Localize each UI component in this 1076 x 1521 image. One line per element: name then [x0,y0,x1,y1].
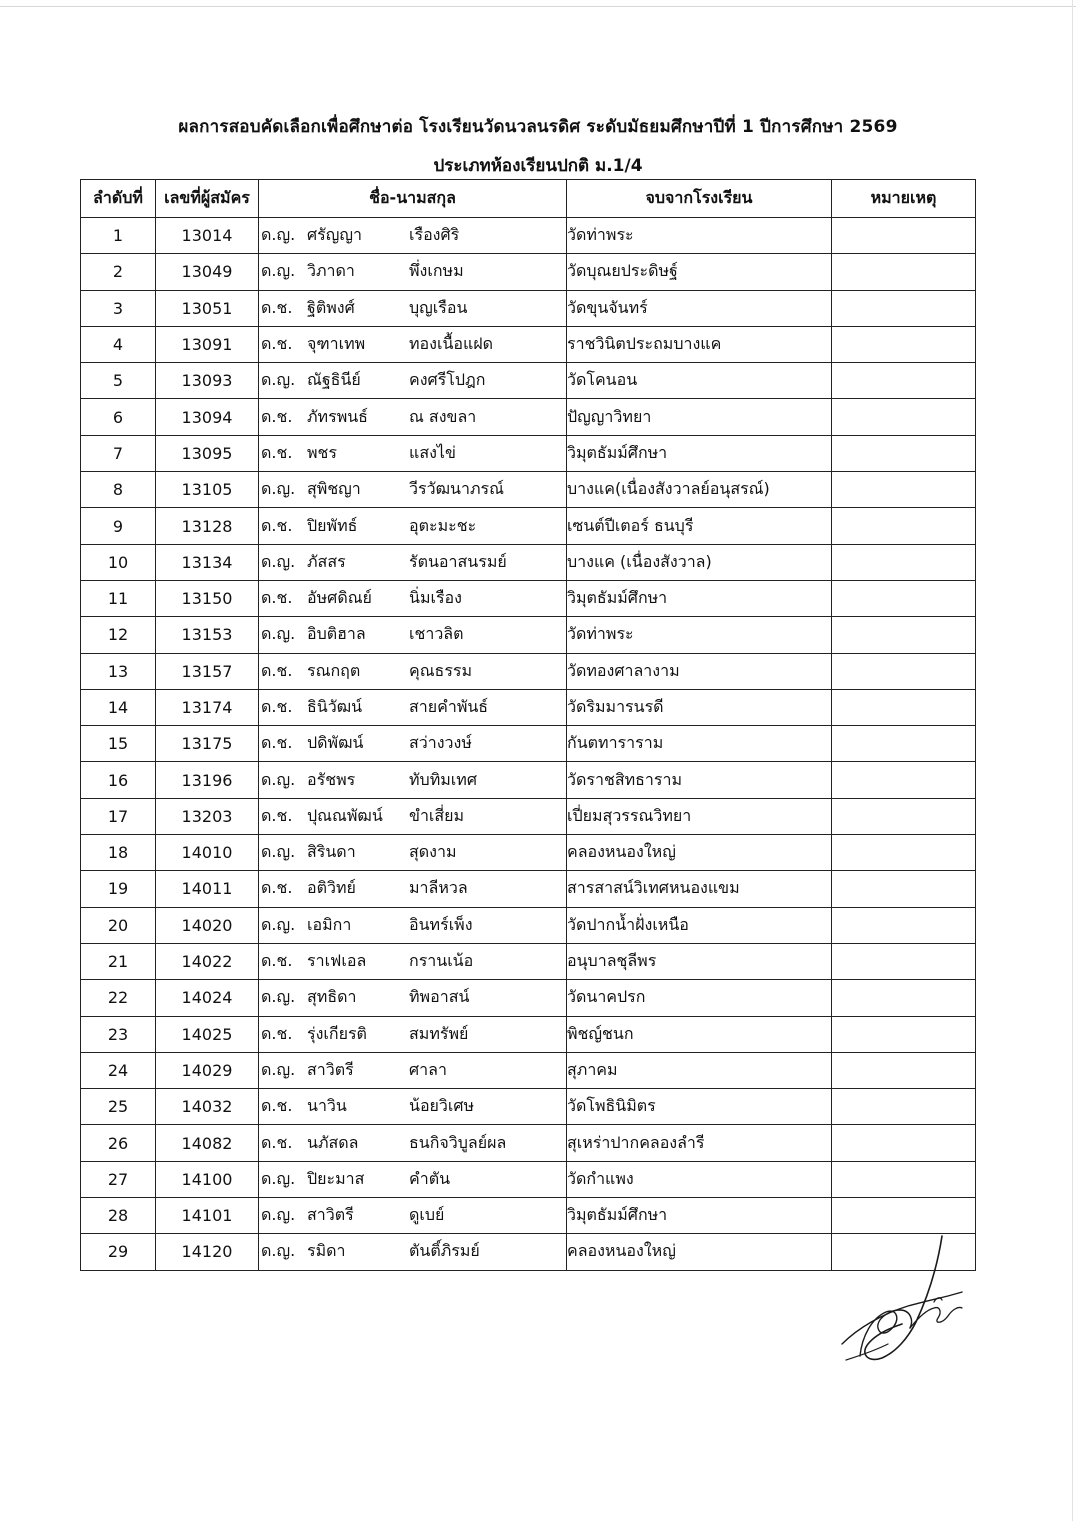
name-prefix: ด.ช. [261,878,293,898]
cell-applicant-no: 13203 [156,798,259,834]
cell-remark [832,980,976,1016]
cell-order: 1 [81,218,156,254]
last-name: แสงไข่ [409,442,456,462]
cell-order: 2 [81,254,156,290]
cell-applicant-no: 13091 [156,326,259,362]
first-name: สุทธิดา [307,987,357,1007]
first-name: อติวิทย์ [307,878,356,898]
table-row [81,980,976,1016]
cell-remark [832,1052,976,1088]
cell-name [259,653,567,689]
cell-name [259,1234,567,1270]
table-row [81,653,976,689]
cell-applicant-no: 13014 [156,218,259,254]
cell-name [259,326,567,362]
cell-order: 19 [81,871,156,907]
name-prefix: ด.ญ. [261,225,296,245]
cell-remark [832,508,976,544]
cell-order: 10 [81,544,156,580]
cell-name [259,254,567,290]
last-name: ณ สงขลา [409,406,477,426]
cell-order: 28 [81,1198,156,1234]
cell-applicant-no: 13095 [156,435,259,471]
name-prefix: ด.ญ. [261,551,296,571]
cell-remark [832,762,976,798]
cell-remark [832,254,976,290]
header-remark: หมายเหตุ [832,180,976,218]
cell-applicant-no: 13049 [156,254,259,290]
cell-school: วิมุตธัมม์ศึกษา [567,1198,832,1234]
first-name: สาวิตรี [307,1205,354,1225]
first-name: อิบติฮาล [307,624,366,644]
cell-name [259,1198,567,1234]
cell-name [259,835,567,871]
table-row [81,290,976,326]
cell-remark [832,907,976,943]
cell-applicant-no: 13174 [156,689,259,725]
table-row [81,544,976,580]
table-row [81,254,976,290]
cell-school: วิมุตธัมม์ศึกษา [567,435,832,471]
first-name: ปิยะมาส [307,1168,365,1188]
cell-remark [832,617,976,653]
last-name: ขำเสี่ยม [409,805,465,825]
cell-name [259,617,567,653]
cell-name [259,508,567,544]
last-name: วีรวัฒนาภรณ์ [409,479,504,499]
table-row [81,835,976,871]
cell-school: วัดกำแพง [567,1161,832,1197]
first-name: อัษศดิณย์ [307,588,372,608]
cell-school: พิชญ์ชนก [567,1016,832,1052]
cell-applicant-no: 13153 [156,617,259,653]
cell-remark [832,798,976,834]
last-name: อุตะมะชะ [409,515,477,535]
name-prefix: ด.ญ. [261,370,296,390]
table-row [81,1089,976,1125]
cell-school: คลองหนองใหญ่ [567,1234,832,1270]
cell-name [259,218,567,254]
last-name: นิ่มเรือง [409,588,462,608]
cell-applicant-no: 14020 [156,907,259,943]
cell-school: วัดทองศาลางาม [567,653,832,689]
cell-order: 17 [81,798,156,834]
last-name: สายคำพันธ์ [409,697,489,716]
name-prefix: ด.ช. [261,951,293,971]
table-row [81,1016,976,1052]
cell-remark [832,1125,976,1161]
first-name: ภัทรพนธ์ [307,406,368,426]
cell-remark [832,544,976,580]
cell-order: 3 [81,290,156,326]
cell-school: บางแค (เนื่องสังวาล) [567,544,832,580]
cell-applicant-no: 13175 [156,726,259,762]
table-row [81,689,976,725]
table-header-row [81,180,976,218]
table-row [81,508,976,544]
last-name: สุดงาม [409,842,457,862]
cell-school: สารสาสน์วิเทศหนองแขม [567,871,832,907]
cell-school: วัดโคนอน [567,363,832,399]
name-prefix: ด.ญ. [261,1205,296,1225]
cell-name [259,1089,567,1125]
cell-school: ปัญญาวิทยา [567,399,832,435]
cell-school: วัดบุณยประดิษฐ์ [567,254,832,290]
name-prefix: ด.ช. [261,1023,293,1043]
cell-name [259,1161,567,1197]
cell-name [259,580,567,616]
first-name: สาวิตรี [307,1059,354,1079]
table-row [81,1125,976,1161]
last-name: ธนกิจวิบูลย์ผล [409,1132,507,1152]
last-name: พึ่งเกษม [409,261,464,281]
table-row [81,943,976,979]
cell-order: 27 [81,1161,156,1197]
cell-order: 14 [81,689,156,725]
name-prefix: ด.ช. [261,660,293,680]
header-school: จบจากโรงเรียน [567,180,832,218]
table-row [81,580,976,616]
cell-name [259,544,567,580]
name-prefix: ด.ญ. [261,987,296,1007]
cell-order: 15 [81,726,156,762]
first-name: รมิดา [307,1241,346,1261]
handwritten-signature-icon [838,1232,966,1372]
cell-name [259,798,567,834]
cell-name [259,726,567,762]
last-name: น้อยวิเศษ [409,1096,475,1116]
cell-name [259,689,567,725]
table-row [81,907,976,943]
page-edge-right [1072,0,1073,1521]
last-name: เรืองศิริ [409,225,460,245]
last-name: ศาลา [409,1059,447,1079]
first-name: วิภาดา [307,261,355,281]
cell-order: 16 [81,762,156,798]
table-row [81,435,976,471]
last-name: สมทรัพย์ [409,1023,469,1043]
first-name: เอมิกา [307,914,352,934]
name-prefix: ด.ช. [261,406,293,426]
cell-remark [832,1016,976,1052]
table-row [81,726,976,762]
document-subtitle: ประเภทห้องเรียนปกติ ม.1/4 [433,156,643,176]
cell-remark [832,726,976,762]
cell-order: 24 [81,1052,156,1088]
cell-applicant-no: 14022 [156,943,259,979]
cell-name [259,435,567,471]
cell-order: 25 [81,1089,156,1125]
first-name: พชร [307,442,337,462]
table-row [81,1052,976,1088]
name-prefix: ด.ญ. [261,479,296,499]
table-row [81,617,976,653]
first-name: ณัฐธินีย์ [307,370,361,390]
first-name: สุพิชญา [307,479,361,499]
cell-name [259,1052,567,1088]
cell-school: วัดขุนจันทร์ [567,290,832,326]
cell-applicant-no: 14025 [156,1016,259,1052]
cell-school: เซนต์ปีเตอร์ ธนบุรี [567,508,832,544]
cell-applicant-no: 14011 [156,871,259,907]
first-name: สิรินดา [307,842,356,862]
cell-school: สุภาคม [567,1052,832,1088]
cell-school: วัดราชสิทธาราม [567,762,832,798]
cell-school: บางแค(เนื่องสังวาลย์อนุสรณ์) [567,472,832,508]
cell-remark [832,1089,976,1125]
table-row [81,871,976,907]
name-prefix: ด.ช. [261,442,293,462]
name-prefix: ด.ช. [261,805,293,825]
cell-order: 11 [81,580,156,616]
name-prefix: ด.ญ. [261,1059,296,1079]
last-name: คำตัน [409,1168,451,1188]
cell-remark [832,835,976,871]
last-name: รัตนอาสนรมย์ [409,551,507,571]
cell-name [259,363,567,399]
table-row [81,472,976,508]
cell-name [259,1016,567,1052]
name-prefix: ด.ช. [261,1096,293,1116]
last-name: ทิพอาสน์ [409,987,470,1007]
name-prefix: ด.ช. [261,1132,293,1152]
table-row [81,326,976,362]
table-row [81,218,976,254]
last-name: กรานเน้อ [409,951,474,971]
cell-name [259,399,567,435]
name-prefix: ด.ช. [261,588,293,608]
cell-applicant-no: 14082 [156,1125,259,1161]
cell-applicant-no: 13105 [156,472,259,508]
cell-name [259,907,567,943]
page-edge-top [0,6,1076,7]
cell-name [259,943,567,979]
last-name: ตันติ์ภิรมย์ [409,1241,480,1261]
first-name: ฐิติพงศ์ [307,297,355,317]
table-row [81,1161,976,1197]
cell-name [259,762,567,798]
cell-applicant-no: 13051 [156,290,259,326]
cell-order: 4 [81,326,156,362]
first-name: รณกฤต [307,660,361,680]
last-name: คุณธรรม [409,660,473,680]
cell-school: วัดท่าพระ [567,218,832,254]
name-prefix: ด.ญ. [261,261,296,281]
table-row [81,1198,976,1234]
cell-remark [832,580,976,616]
table-body [81,218,976,1271]
cell-order: 18 [81,835,156,871]
header-order: ลำดับที่ [81,180,156,218]
header-name: ชื่อ-นามสกุล [259,180,567,218]
cell-remark [832,435,976,471]
name-prefix: ด.ช. [261,697,293,716]
cell-applicant-no: 14100 [156,1161,259,1197]
name-prefix: ด.ญ. [261,1241,296,1261]
cell-school: อนุบาลชุลีพร [567,943,832,979]
results-table [80,179,976,1271]
document-title: ผลการสอบคัดเลือกเพื่อศึกษาต่อ โรงเรียนวัดนวลนรดิศ ระดับมัธยมศึกษาปีที่ 1 ปีการศึกษา 2569 [178,117,898,137]
cell-order: 8 [81,472,156,508]
name-prefix: ด.ญ. [261,914,296,934]
table-row [81,363,976,399]
first-name: ศรัญญา [307,225,362,245]
cell-remark [832,653,976,689]
last-name: มาลีหวล [409,878,468,898]
cell-order: 6 [81,399,156,435]
cell-applicant-no: 14024 [156,980,259,1016]
table-row [81,399,976,435]
cell-remark [832,689,976,725]
cell-remark [832,1198,976,1234]
cell-applicant-no: 13134 [156,544,259,580]
cell-order: 5 [81,363,156,399]
cell-applicant-no: 13150 [156,580,259,616]
name-prefix: ด.ญ. [261,624,296,644]
cell-order: 23 [81,1016,156,1052]
cell-remark [832,218,976,254]
name-prefix: ด.ช. [261,297,293,317]
cell-remark [832,1161,976,1197]
cell-name [259,871,567,907]
cell-remark [832,326,976,362]
cell-school: วัดริมมารนรดี [567,689,832,725]
name-prefix: ด.ช. [261,515,293,535]
first-name: อรัชพร [307,769,356,789]
cell-remark [832,290,976,326]
name-prefix: ด.ญ. [261,1168,296,1188]
cell-order: 12 [81,617,156,653]
cell-applicant-no: 14120 [156,1234,259,1270]
cell-applicant-no: 14029 [156,1052,259,1088]
name-prefix: ด.ญ. [261,769,296,789]
cell-school: คลองหนองใหญ่ [567,835,832,871]
cell-name [259,1125,567,1161]
name-prefix: ด.ช. [261,334,293,354]
last-name: ทับทิมเทศ [409,769,477,789]
name-prefix: ด.ญ. [261,842,296,862]
cell-school: วัดโพธินิมิตร [567,1089,832,1125]
last-name: บุญเรือน [409,297,468,317]
cell-school: ราชวินิตประถมบางแค [567,326,832,362]
cell-school: เปี่ยมสุวรรณวิทยา [567,798,832,834]
first-name: ปิยพัทธ์ [307,515,358,535]
name-prefix: ด.ช. [261,733,293,753]
first-name: ปดิพัฒน์ [307,733,364,753]
cell-school: วัดนาคปรก [567,980,832,1016]
cell-order: 9 [81,508,156,544]
first-name: ราเฟเอล [307,951,367,971]
cell-applicant-no: 14010 [156,835,259,871]
header-applicant-no: เลขที่ผู้สมัคร [156,180,259,218]
cell-name [259,472,567,508]
last-name: ทองเนื้อแฝด [409,334,494,354]
cell-applicant-no: 13128 [156,508,259,544]
first-name: ภัสสร [307,551,346,571]
cell-order: 7 [81,435,156,471]
cell-school: วัดปากน้ำฝั่งเหนือ [567,907,832,943]
last-name: สว่างวงษ์ [409,733,472,753]
cell-applicant-no: 13093 [156,363,259,399]
cell-school: วัดท่าพระ [567,617,832,653]
cell-order: 29 [81,1234,156,1270]
last-name: อินทร์เพ็ง [409,914,473,934]
cell-name [259,980,567,1016]
cell-school: วิมุตธัมม์ศึกษา [567,580,832,616]
last-name: เชาวลิต [409,624,464,644]
cell-name [259,290,567,326]
table-row [81,798,976,834]
table-row [81,762,976,798]
cell-applicant-no: 14032 [156,1089,259,1125]
first-name: รุ่งเกียรติ [307,1023,367,1043]
cell-order: 21 [81,943,156,979]
cell-order: 13 [81,653,156,689]
cell-remark [832,399,976,435]
cell-applicant-no: 14101 [156,1198,259,1234]
first-name: นาวิน [307,1096,347,1116]
cell-remark [832,943,976,979]
cell-applicant-no: 13196 [156,762,259,798]
last-name: คงศรีโปฎก [409,370,486,390]
cell-order: 20 [81,907,156,943]
first-name: ธินิวัฒน์ [307,697,363,716]
cell-order: 22 [81,980,156,1016]
cell-order: 26 [81,1125,156,1161]
cell-applicant-no: 13157 [156,653,259,689]
first-name: นภัสดล [307,1132,359,1152]
first-name: ปุณณพัฒน์ [307,805,383,825]
cell-school: สุเหร่าปากคลองลำรี [567,1125,832,1161]
cell-remark [832,363,976,399]
last-name: ดูเบย์ [409,1205,445,1225]
cell-remark [832,871,976,907]
cell-applicant-no: 13094 [156,399,259,435]
cell-remark [832,472,976,508]
first-name: จุฑาเทพ [307,334,366,354]
cell-school: กันตทาราราม [567,726,832,762]
